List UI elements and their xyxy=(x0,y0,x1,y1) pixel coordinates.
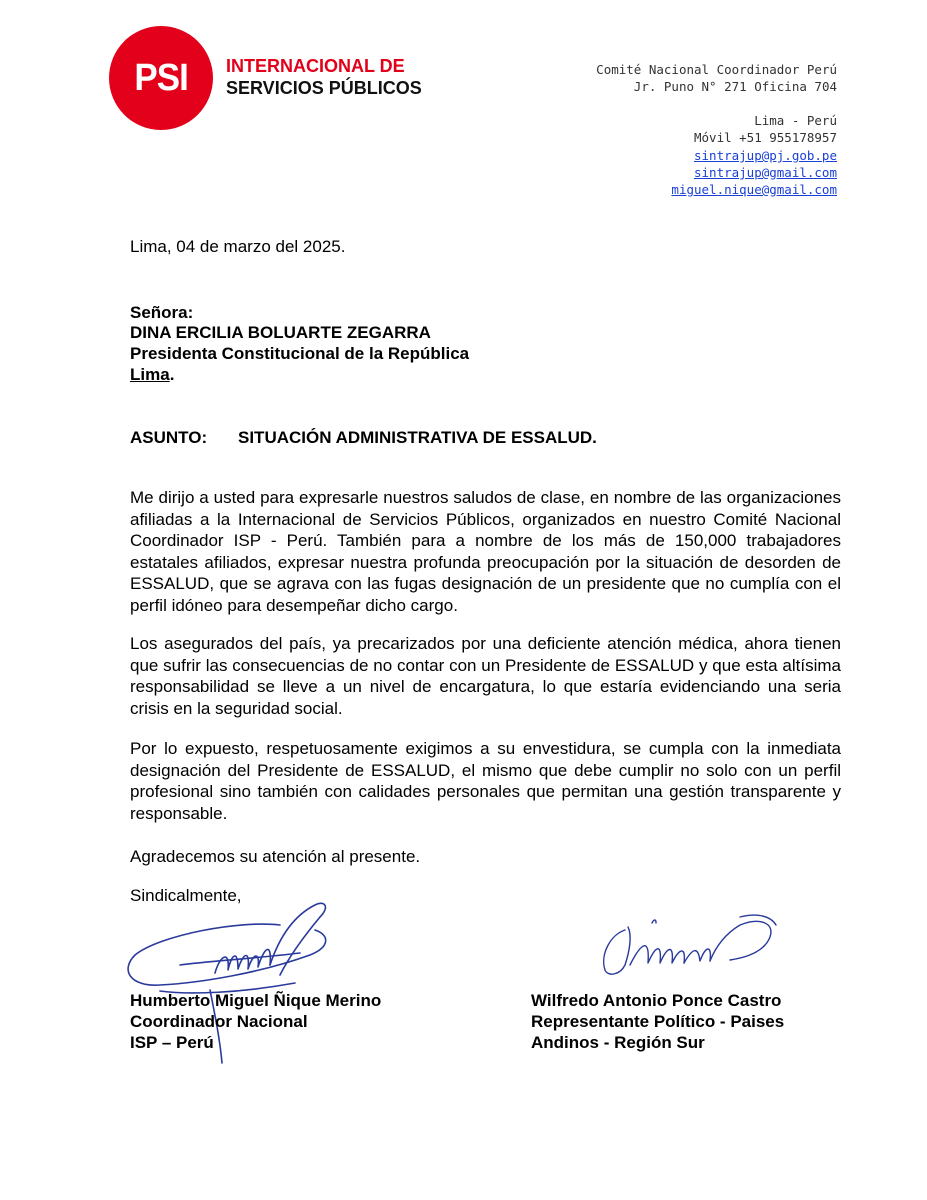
body-paragraph-3: Por lo expuesto, respetuosamente exigimos a su envestidura, se cumpla con la inmediata designación del Presidente de ESSALUD, el mismo que debe cumplir no solo con un perfil profesional sino también con calidades personales que permitan una gestión transparente y responsable. xyxy=(130,739,841,823)
date-line: Lima, 04 de marzo del 2025. xyxy=(130,237,346,256)
recipient-city xyxy=(130,364,174,386)
recipient-title: Presidenta Constitucional de la República xyxy=(130,344,470,363)
subject-label: ASUNTO: xyxy=(130,428,208,447)
signature-2 xyxy=(590,905,790,995)
recipient-city-suffix: . xyxy=(169,365,175,384)
email-link-3[interactable]: miguel.nique@gmail.com xyxy=(671,182,837,197)
signatory-2-org: Andinos - Región Sur xyxy=(531,1033,705,1052)
closing-line: Sindicalmente, xyxy=(130,886,242,905)
org-name-line1: INTERNACIONAL DE xyxy=(226,56,405,76)
recipient-city-name: Lima xyxy=(130,365,170,384)
recipient-name: DINA ERCILIA BOLUARTE ZEGARRA xyxy=(130,323,431,342)
address-city: Lima - Perú xyxy=(754,113,837,128)
signatory-1-org: ISP – Perú xyxy=(130,1033,214,1052)
address-line2: Jr. Puno N° 271 Oficina 704 xyxy=(633,79,837,94)
email-link-2[interactable]: sintrajup@gmail.com xyxy=(694,165,837,180)
signatory-2-role: Representante Político - Paises xyxy=(531,1012,785,1031)
psi-logo xyxy=(109,26,213,130)
address-line1: Comité Nacional Coordinador Perú xyxy=(596,62,837,77)
subject-text: SITUACIÓN ADMINISTRATIVA DE ESSALUD. xyxy=(238,428,597,447)
logo-text: PSI xyxy=(134,56,188,99)
org-name-line2: SERVICIOS PÚBLICOS xyxy=(226,78,422,98)
email-link-1[interactable]: sintrajup@pj.gob.pe xyxy=(694,148,837,163)
recipient-salutation: Señora: xyxy=(130,303,194,322)
signatory-2-name: Wilfredo Antonio Ponce Castro xyxy=(531,991,782,1010)
signatory-1-role: Coordinador Nacional xyxy=(130,1012,308,1031)
phone-number: Móvil +51 955178957 xyxy=(694,130,837,145)
thanks-line: Agradecemos su atención al presente. xyxy=(130,847,421,866)
signatory-1-name: Humberto Miguel Ñique Merino xyxy=(130,991,382,1010)
body-paragraph-1: Me dirijo a usted para expresarle nuestros saludos de clase, en nombre de las organizaciones afiliadas a la Internacional de Servicios Públicos, organizados en nuestro Comité Nacional Coordinador ISP - Perú. También para a nombre de los más de 150,000 trabajadores estatales afiliados, expresar nuestra profunda preocupación por la situación de desorden de ESSALUD, que se agrava con las fugas designación de un presidente que no cumplía con el perfil idóneo para desempeñar dicho cargo. xyxy=(130,488,841,615)
body-paragraph-2: Los asegurados del país, ya precarizados por una deficiente atención médica, ahora tienen que sufrir las consecuencias de no contar con un Presidente de ESSALUD y que esta altísima responsabilidad se lleve a un nivel de encargatura, lo que estaría evidenciando una seria crisis en la seguridad social. xyxy=(130,634,841,718)
